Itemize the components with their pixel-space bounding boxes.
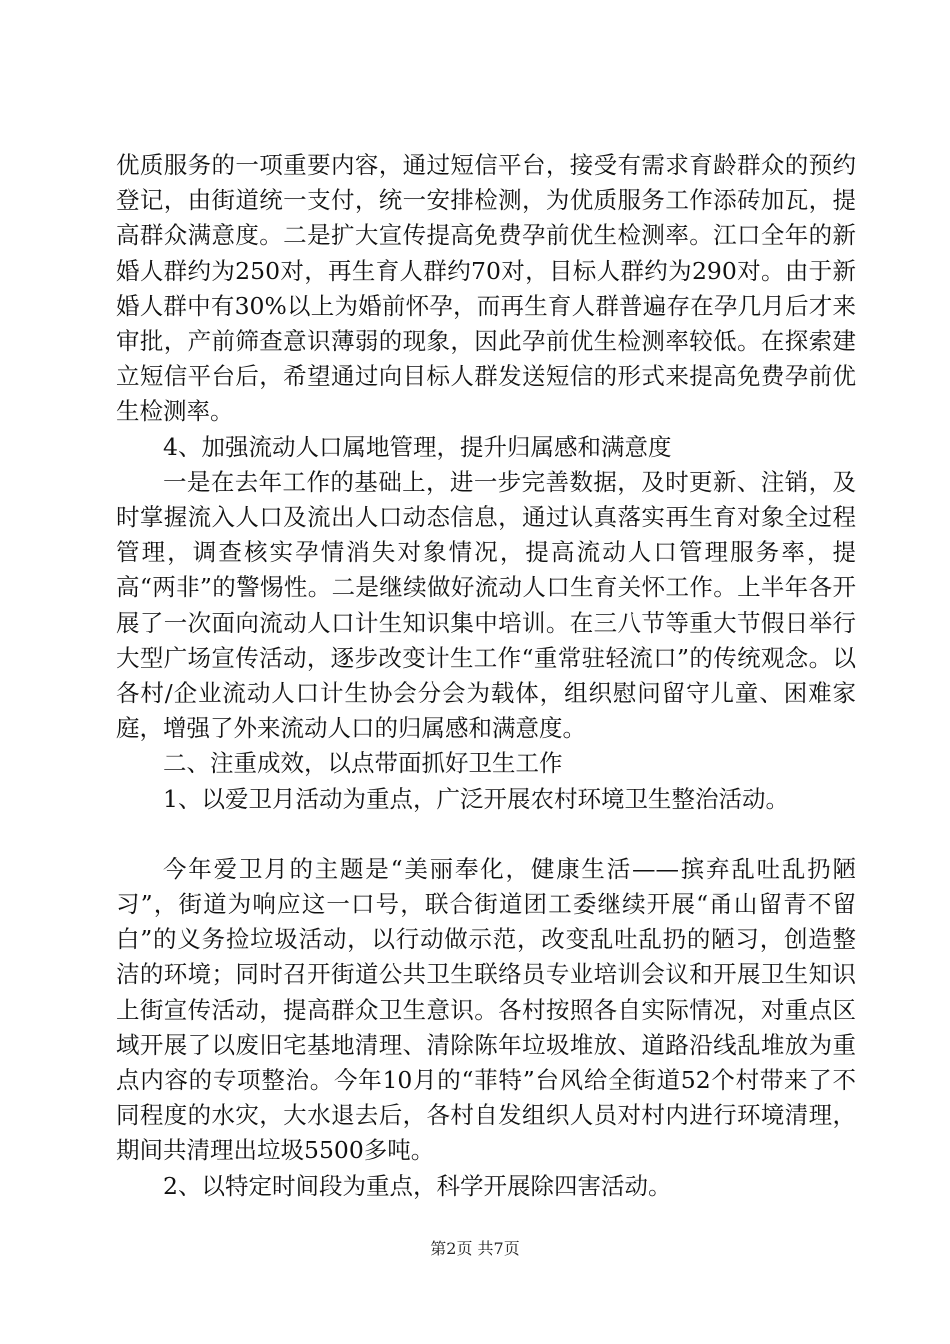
document-body [116, 148, 856, 1204]
subsection-heading-patriotic-health-month: 1、以爱卫月活动为重点，广泛开展农村环境卫生整治活动。 [163, 784, 789, 813]
section-heading-floating-population: 4、加强流动人口属地管理，提升归属感和满意度 [163, 432, 672, 461]
paragraph-quality-service: 优质服务的一项重要内容，通过短信平台，接受有需求育龄群众的预约登记，由街道统一支付，统一安排检测，为优质服务工作添砖加瓦，提高群众满意度。二是扩大宣传提高免费孕前优生检测率。江口全年的新婚人群约为250对，再生育人群约70对，目标人群约为290对。由于新婚人群中有30%以上为婚前怀孕，而再生育人群普遍存在孕几月后才来审批，产前筛查意识薄弱的现象，因此孕前优生检测率较低。在探索建立短信平台后，希望通过向目标人群发送短信的形式来提高免费孕前优生检测率。 [116, 151, 856, 426]
paragraph-patriotic-health-month: 今年爱卫月的主题是“美丽奉化，健康生活——摈弃乱吐乱扔陋习”，街道为响应这一口号，联合街道团工委继续开展“甬山留青不留白”的义务捡垃圾活动，以行动做示范，改变乱吐乱扔的陋习，创造整洁的环境；同时召开街道公共卫生联络员专业培训会议和开展卫生知识上街宣传活动，提高群众卫生意识。各村按照各自实际情况，对重点区域开展了以废旧宅基地清理、清除陈年垃圾堆放、道路沿线乱堆放为重点内容的专项整治。今年10月的“菲特”台风给全街道52个村带来了不同程度的水灾，大水退去后，各村自发组织人员对村内进行环境清理，期间共清理出垃圾5500多吨。 [116, 854, 856, 1165]
paragraph-floating-population: 一是在去年工作的基础上，进一步完善数据，及时更新、注销，及时掌握流入人口及流出人口动态信息，通过认真落实再生育对象全过程管理，调查核实孕情消失对象情况，提高流动人口管理服务率，提高“两非”的警惕性。二是继续做好流动人口生育关怀工作。上半年各开展了一次面向流动人口计生知识集中培训。在三八节等重大节假日举行大型广场宣传活动，逐步改变计生工作“重常驻轻流口”的传统观念。以各村/企业流动人口计生协会分会为载体，组织慰问留守儿童、困难家庭，增强了外来流动人口的归属感和满意度。 [116, 467, 856, 743]
section-heading-health-work: 二、注重成效，以点带面抓好卫生工作 [163, 749, 563, 778]
page-footer: 第2页 共7页 [430, 1239, 520, 1258]
blank-line [116, 817, 856, 852]
subsection-heading-four-pests: 2、以特定时间段为重点，科学开展除四害活动。 [163, 1171, 672, 1200]
